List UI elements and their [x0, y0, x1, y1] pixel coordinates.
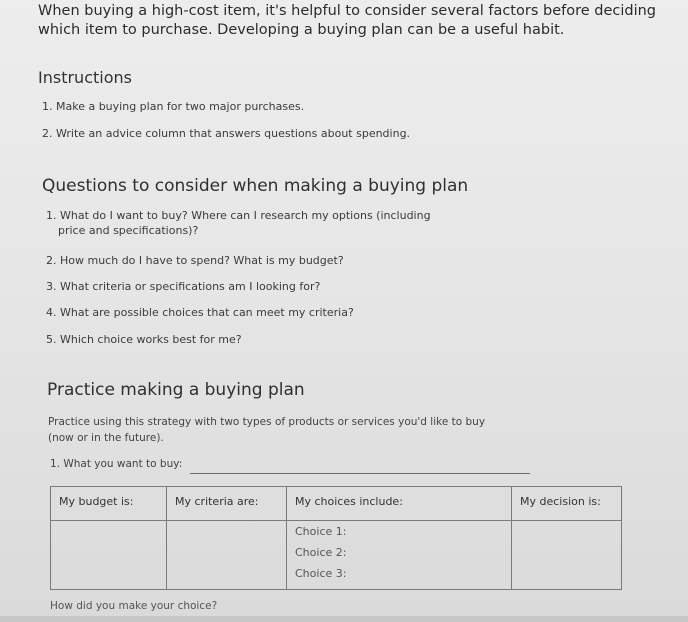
- table-header-row: [51, 487, 622, 521]
- questions-heading: Questions to consider when making a buying plan: [42, 176, 469, 196]
- budget-answer-cell[interactable]: [51, 521, 167, 590]
- choice-3-label: Choice 3:: [295, 567, 347, 580]
- question-item-1: 1. What do I want to buy? Where can I research my options (including: [46, 209, 431, 222]
- instruction-item-1: 1. Make a buying plan for two major purchases.: [42, 100, 305, 113]
- want-to-buy-label: 1. What you want to buy:: [50, 458, 183, 470]
- table-answer-row: [51, 521, 622, 590]
- how-choice-question: How did you make your choice?: [50, 600, 218, 612]
- criteria-answer-cell[interactable]: [167, 521, 287, 590]
- question-item-1-cont: price and specifications)?: [58, 224, 199, 237]
- intro-paragraph: When buying a high-cost item, it's helpful to consider several factors before deciding which item to purchase. Developing a buying plan can be a useful habit.: [38, 3, 657, 38]
- choices-answer-cell[interactable]: [287, 521, 512, 590]
- choice-1-label: Choice 1:: [295, 525, 347, 538]
- practice-desc-line-2: (now or in the future).: [48, 432, 164, 444]
- bottom-edge: [0, 616, 688, 622]
- decision-header: My decision is:: [512, 487, 622, 521]
- instructions-heading: Instructions: [38, 68, 132, 87]
- choices-header: My choices include:: [287, 487, 512, 521]
- budget-header: My budget is:: [51, 487, 167, 521]
- question-item-5: 5. Which choice works best for me?: [46, 333, 242, 346]
- buying-plan-table: [50, 486, 622, 590]
- practice-desc-line-1: Practice using this strategy with two types of products or services you'd like to buy: [48, 416, 486, 428]
- question-item-2: 2. How much do I have to spend? What is my budget?: [46, 254, 344, 267]
- criteria-header: My criteria are:: [167, 487, 287, 521]
- question-item-3: 3. What criteria or specifications am I looking for?: [46, 280, 321, 293]
- instruction-item-2: 2. Write an advice column that answers questions about spending.: [42, 127, 411, 140]
- decision-answer-cell[interactable]: [512, 521, 622, 590]
- practice-heading: Practice making a buying plan: [47, 380, 305, 400]
- question-item-4: 4. What are possible choices that can meet my criteria?: [46, 306, 354, 319]
- choice-2-label: Choice 2:: [295, 546, 347, 559]
- want-to-buy-answer-line[interactable]: [190, 473, 530, 474]
